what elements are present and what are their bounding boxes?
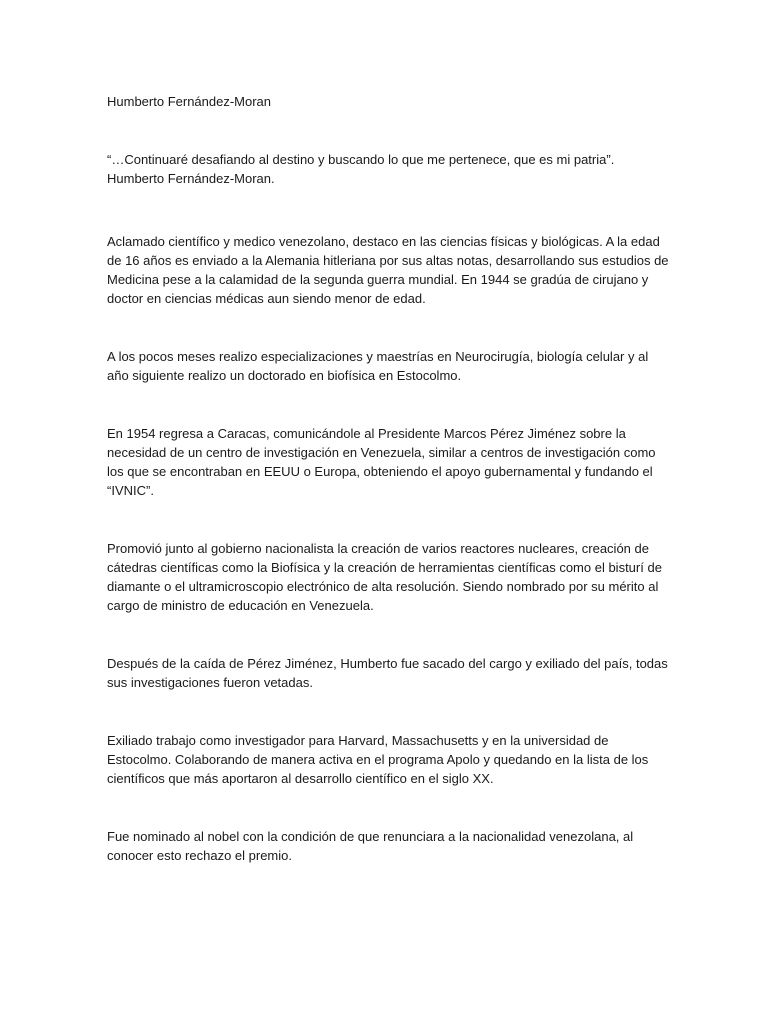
paragraph-3: En 1954 regresa a Caracas, comunicándole al Presidente Marcos Pérez Jiménez sobre la necesidad de un centro de investigación en Venezuela, similar a centros de investigación como los que se encontraban en EEUU o Europa, obteniendo el apoyo gubernamental y fundando el “IVNIC”. bbox=[107, 426, 656, 498]
document-body bbox=[107, 92, 673, 865]
paragraph-4: Promovió junto al gobierno nacionalista la creación de varios reactores nucleares, creación de cátedras científicas como la Biofísica y la creación de herramientas científicas como el bisturí de diamante o el ultramicroscopio electrónico de alta resolución. Siendo nombrado por su mérito al cargo de ministro de educación en Venezuela. bbox=[107, 541, 662, 613]
paragraph-2: A los pocos meses realizo especializaciones y maestrías en Neurocirugía, biología celular y al año siguiente realizo un doctorado en biofísica en Estocolmo. bbox=[107, 349, 649, 383]
opening-quote: “…Continuaré desafiando al destino y buscando lo que me pertenece, que es mi patria”. Humberto Fernández-Moran. bbox=[107, 152, 615, 186]
document-title: Humberto Fernández-Moran bbox=[107, 94, 272, 109]
paragraph-1: Aclamado científico y medico venezolano, destaco en las ciencias físicas y biológicas. A la edad de 16 años es enviado a la Alemania hitleriana por sus altas notas, desarrollando sus estudios de Medicina pese a la calamidad de la segunda guerra mundial. En 1944 se gradúa de cirujano y doctor en ciencias médicas aun siendo menor de edad. bbox=[107, 234, 669, 306]
paragraph-6: Exiliado trabajo como investigador para Harvard, Massachusetts y en la universidad de Estocolmo. Colaborando de manera activa en el programa Apolo y quedando en la lista de los científicos que más aportaron al desarrollo científico en el siglo XX. bbox=[107, 733, 649, 786]
paragraph-5: Después de la caída de Pérez Jiménez, Humberto fue sacado del cargo y exiliado del país, todas sus investigaciones fueron vetadas. bbox=[107, 656, 668, 690]
paragraph-7: Fue nominado al nobel con la condición de que renunciara a la nacionalidad venezolana, al conocer esto rechazo el premio. bbox=[107, 829, 634, 863]
